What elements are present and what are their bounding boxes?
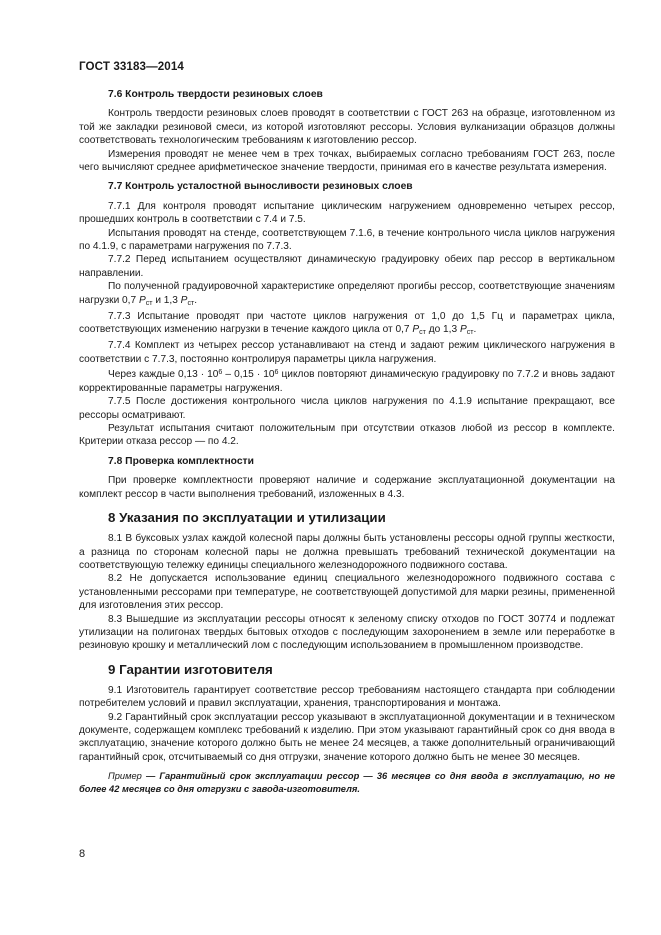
variable-symbol: P (459, 324, 467, 336)
variable-symbol: P (412, 324, 420, 336)
paragraph (79, 366, 615, 395)
document-header: ГОСТ 33183—2014 (79, 60, 184, 73)
text-run: 7.7.3 Испытание проводят при частоте циклов нагружения от 1,0 до 1,5 Гц и параметрах цикла, соответствующих изменению нагрузки в течение каждого цикла от 0,7 (79, 310, 615, 336)
paragraph: Результат испытания считают положительным при отсутствии отказов любой из рессор в комплекте. Критерии отказа рессор — по 4.2. (79, 423, 615, 448)
text-run: и 1,3 (152, 294, 181, 306)
section-7-6-title: 7.6 Контроль твердости резиновых слоев (108, 89, 323, 100)
superscript: 6 (218, 368, 223, 377)
paragraph: 8.1 В буксовых узлах каждой колесной пары должны быть установлены рессоры одной группы жесткости, а разница по сторонам колесной пары не должна превышать требований технической документации на соответствующую тележку единицы специального железнодорожного подвижного состава. (79, 533, 615, 571)
text-run: до 1,3 (425, 324, 460, 336)
paragraph: 9.1 Изготовитель гарантирует соответствие рессор требованиям настоящего стандарта при соблюдении потребителем условий и правил эксплуатации, хранения, транспортирования и монтажа. (79, 684, 615, 710)
text-run: – 0,15 · 10 (222, 369, 275, 381)
section-9-title: 9 Гарантии изготовителя (108, 661, 273, 677)
example-text: — Гарантийный срок эксплуатации рессор — 36 месяцев со дня ввода в эксплуатацию, но не более 42 месяцев со дня отгрузки с завода-изготовителя. (79, 771, 615, 795)
section-8-title: 8 Указания по эксплуатации и утилизации (108, 510, 386, 526)
page-body (79, 88, 615, 796)
subscript: ст (187, 298, 195, 307)
paragraph (79, 310, 615, 340)
variable-symbol: P (180, 294, 188, 306)
superscript: 6 (274, 368, 279, 377)
paragraph: Измерения проводят не менее чем в трех точках, выбираемых согласно требованиям ГОСТ 263, после чего вычисляют среднее арифметическое значение твердости, принимая его в качестве результата измерения. (79, 148, 615, 174)
paragraph: 7.7.4 Комплект из четырех рессор устанавливают на стенд и задают режим циклического нагружения в соответствии с 7.7.3, постоянно контролируя параметры цикла нагружения. (79, 340, 615, 365)
paragraph: 9.2 Гарантийный срок эксплуатации рессор указывают в эксплуатационной документации и в техническом документе, содержащем комплекс требований к изделию. При этом указывают гарантийный срок со дня ввода в эксплуатацию, значение которого должно быть не менее 24 месяцев, а также дополнительный ограничивающий гарантийный срок, отсчитываемый со дня отгрузки, значение которого должно быть не менее 30 месяцев. (79, 711, 615, 763)
variable-symbol: P (138, 294, 146, 306)
text-run: циклов повторяют динамическую градуировку по 7.7.2 и вновь задают корректированные параметры нагружения. (79, 369, 615, 394)
subscript: ст (466, 328, 474, 337)
paragraph: 8.2 Не допускается использование единиц специального железнодорожного подвижного состава с установленными рессорами при температуре, не соответствующей допустимой для марки резины, примененной для изготовления этих рессор. (79, 573, 615, 612)
text-run: По полученной градуировочной характеристике определяют прогибы рессор, соответствующие значениям нагрузки 0,7 (79, 281, 615, 306)
paragraph: 7.7.5 После достижения контрольного числа циклов нагружения по 4.1.9 испытание прекращают, все рессоры осматривают. (79, 396, 615, 421)
paragraph: 7.7.2 Перед испытанием осуществляют динамическую градуировку обеих пар рессор в вертикальном направлении. (79, 254, 615, 279)
paragraph: Испытания проводят на стенде, соответствующем 7.1.6, в течение контрольного числа циклов нагружения по 4.1.9, с параметрами нагружения по 7.7.3. (79, 227, 615, 253)
paragraph (79, 280, 615, 310)
paragraph: 7.7.1 Для контроля проводят испытание циклическим нагружением одновременно четырех рессор, прошедших контроль в соответствии с 7.4 и 7.5. (79, 200, 615, 226)
example-note (79, 770, 615, 796)
subscript: ст (145, 298, 153, 307)
page-number: 8 (79, 848, 86, 860)
paragraph: При проверке комплектности проверяют наличие и содержание эксплуатационной документации на комплект рессор в части выполнения требований, изложенных в 4.3. (79, 475, 615, 500)
subscript: ст (419, 328, 426, 337)
paragraph: Контроль твердости резиновых слоев проводят в соответствии с ГОСТ 263 на образце, изготовленном из той же закладки резиновой смеси, из которой изготовляют рессоры. Условия вулканизации образцов должны соответствовать технологическим требованиям к изготовлению рессор. (79, 108, 615, 147)
example-label: Пример (108, 771, 142, 782)
text-run: . (194, 294, 198, 306)
section-7-7-title: 7.7 Контроль усталостной выносливости резиновых слоев (108, 181, 413, 193)
paragraph: 8.3 Вышедшие из эксплуатации рессоры относят к зеленому списку отходов по ГОСТ 30774 и подлежат утилизации на полигонах твердых бытовых отходов с последующим захоронением в земле или переработке в резиновую крошку и металлический лом с последующим использованием в промышленном производстве. (79, 613, 615, 652)
text-run: . (473, 324, 477, 336)
text-run: Через каждые 0,13 · 10 (108, 369, 219, 381)
section-7-8-title: 7.8 Проверка комплектности (108, 455, 254, 467)
